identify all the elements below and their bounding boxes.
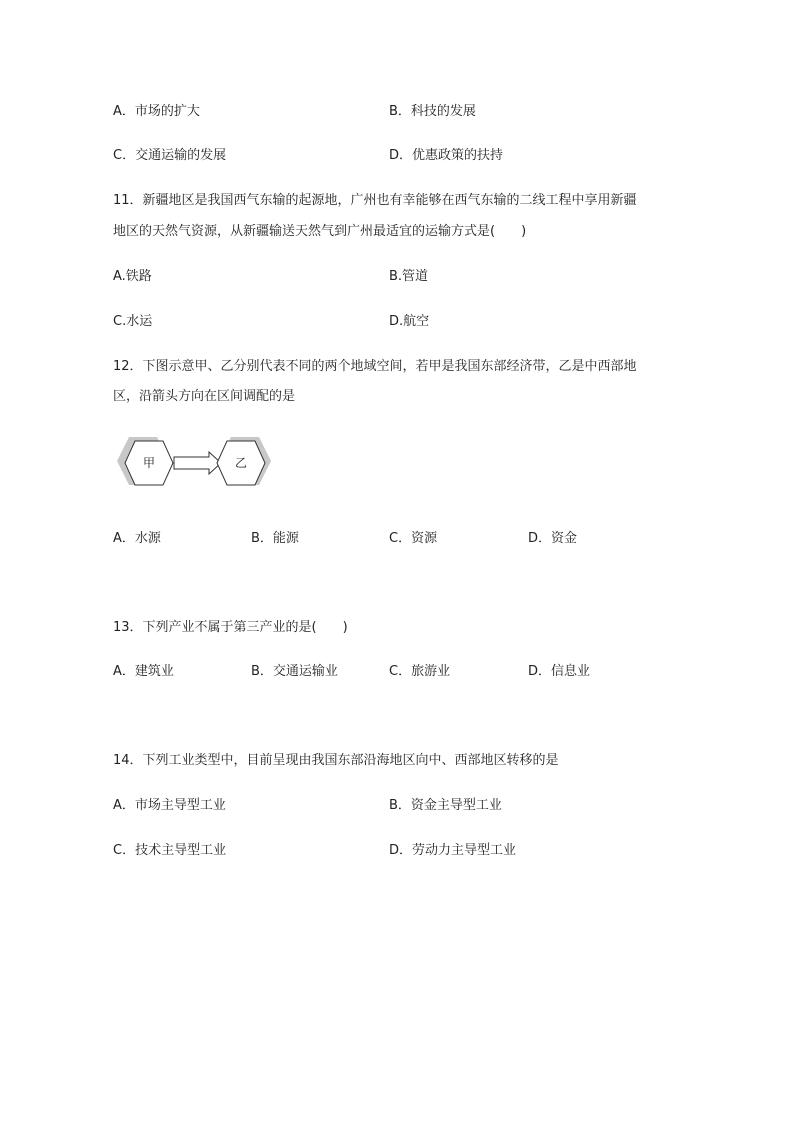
q14-option-a: A．市场主导型工业 [113,798,226,813]
q14-option-d: D．劳动力主导型工业 [389,843,517,858]
q12-option-b: B．能源 [251,531,299,546]
q11-option-a: A.铁路 [113,269,152,284]
q12-stem-line2: 区，沿箭头方向在区间调配的是 [113,389,296,404]
q10-option-c: C．交通运输的发展 [113,148,227,163]
right-region-label: 乙 [234,456,248,470]
q11-option-b: B.管道 [389,269,429,284]
q14-option-b: B．资金主导型工业 [389,798,502,813]
q11-option-d: D.航空 [389,314,430,329]
left-region-label: 甲 [142,456,156,470]
arrow-right-icon [174,452,221,474]
q11-stem-line1: 11．新疆地区是我国西气东输的起源地，广州也有幸能够在西气东输的二线工程中享用新疆 [113,193,637,208]
q14-stem: 14．下列工业类型中，目前呈现由我国东部沿海地区向中、西部地区转移的是 [113,753,559,768]
q13-option-b: B．交通运输业 [251,664,338,679]
q13-option-d: D．信息业 [528,664,591,679]
q10-option-b: B．科技的发展 [389,104,476,119]
q12-option-a: A．水源 [113,531,161,546]
q14-option-c: C．技术主导型工业 [113,843,227,858]
region-transfer-diagram [117,435,277,491]
q10-option-d: D．优惠政策的扶持 [389,148,504,163]
q13-option-a: A．建筑业 [113,664,174,679]
q11-stem-line2: 地区的天然气资源，从新疆输送天然气到广州最适宜的运输方式是( ) [113,224,527,239]
q10-option-a: A．市场的扩大 [113,104,200,119]
q12-option-d: D．资金 [528,531,578,546]
q12-stem-line1: 12．下图示意甲、乙分别代表不同的两个地域空间，若甲是我国东部经济带，乙是中西部地 [113,359,637,374]
q12-option-c: C．资源 [389,531,438,546]
q11-option-c: C.水运 [113,314,153,329]
q13-stem: 13．下列产业不属于第三产业的是( ) [113,620,348,635]
q13-option-c: C．旅游业 [389,664,451,679]
